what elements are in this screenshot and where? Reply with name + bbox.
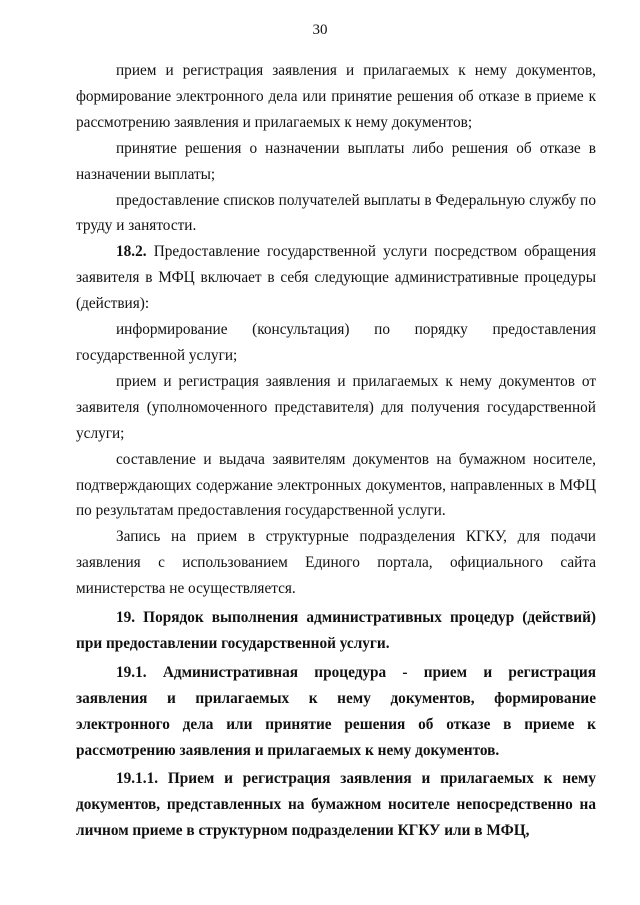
paragraph-text: Предоставление государственной услуги посредством обращения заявителя в МФЦ включает в себя следующие административные процедуры (действия): xyxy=(76,243,596,313)
paragraph-item-reception: прием и регистрация заявления и прилагаемых к нему документов, формирование электронного дела или принятие решения об отказе в приеме к рассмотрению заявления и прилагаемых к нему документов; xyxy=(76,62,596,131)
paragraph-item-issuance: составление и выдача заявителям документов на бумажном носителе, подтверждающих содержание электронных документов, направленных в МФЦ по результатам предоставления государственной услуги. xyxy=(76,450,596,520)
document-body xyxy=(76,58,596,844)
paragraph-18-2 xyxy=(76,239,596,317)
paragraph-item-mfc-reception: прием и регистрация заявления и прилагаемых к нему документов от заявителя (уполномоченного представителя) для получения государственной услуги; xyxy=(76,372,596,442)
section-heading-19-1: 19.1. Административная процедура - прием и регистрация заявления и прилагаемых к нему документов, формирование электронного дела или принятие решения об отказе в приеме к рассмотрению заявления и прилагаемых к нему документов. xyxy=(76,663,596,759)
paragraph-item-recipients-list: предоставление списков получателей выплаты в Федеральную службу по труду и занятости. xyxy=(76,191,596,235)
section-heading-19: 19. Порядок выполнения административных процедур (действий) при предоставлении государственной услуги. xyxy=(76,609,596,652)
paragraph-item-informing: информирование (консультация) по порядку предоставления государственной услуги; xyxy=(76,321,596,364)
section-heading-19-1-1: 19.1.1. Прием и регистрация заявления и прилагаемых к нему документов, представленных на бумажном носителе непосредственно на личном приеме в структурном подразделении КГКУ или в МФЦ, xyxy=(76,770,596,840)
paragraph-appointment-note: Запись на прием в структурные подразделения КГКУ, для подачи заявления с использованием Единого портала, официального сайта министерства не осуществляется. xyxy=(76,528,596,598)
paragraph-item-decision: принятие решения о назначении выплаты либо решения об отказе в назначении выплаты; xyxy=(76,139,596,183)
clause-number: 18.2. xyxy=(116,243,147,261)
page-number: 30 xyxy=(312,22,328,38)
